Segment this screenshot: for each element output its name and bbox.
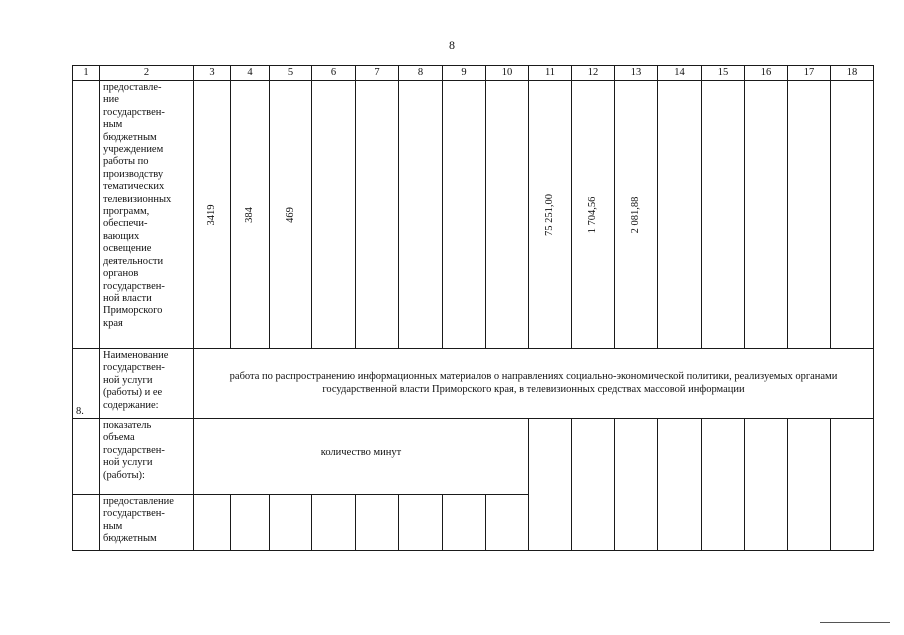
service-row-8 bbox=[73, 349, 874, 419]
value-col13: 2 081,88 bbox=[629, 196, 641, 233]
empty-cell bbox=[399, 81, 443, 349]
row-number-cell bbox=[73, 81, 100, 349]
row-number: 8. bbox=[73, 349, 100, 419]
signature-line bbox=[820, 622, 890, 623]
report-table bbox=[72, 65, 874, 551]
empty-cell bbox=[658, 81, 702, 349]
header-cell: 3 bbox=[194, 66, 231, 81]
empty-cell bbox=[745, 81, 788, 349]
service-name-label-text: Наименование государствен- ной услуги (работы) и ее содержание: bbox=[103, 350, 169, 411]
empty-cell bbox=[486, 81, 529, 349]
empty-cell bbox=[312, 81, 356, 349]
header-cell: 13 bbox=[615, 66, 658, 81]
indicator-label-text: показатель объема государствен- ной услуги (работы): bbox=[103, 420, 165, 481]
empty-cell bbox=[270, 495, 312, 551]
header-cell: 5 bbox=[270, 66, 312, 81]
indicator-row bbox=[73, 419, 874, 495]
value-col4: 384 bbox=[243, 206, 255, 223]
header-cell: 2 bbox=[100, 66, 194, 81]
last-row-label bbox=[100, 495, 194, 551]
header-cell: 7 bbox=[356, 66, 399, 81]
value-col12: 1 704,56 bbox=[586, 196, 598, 233]
empty-cell bbox=[831, 81, 874, 349]
service-name-label bbox=[100, 349, 194, 419]
header-cell: 9 bbox=[443, 66, 486, 81]
service-content: работа по распространению информационных материалов о направлениях социально-экономической политики, реализуемых органами государственной власти Приморского края, в телевизионных средствах массовой информации bbox=[194, 349, 874, 419]
value-col11: 75 251,00 bbox=[543, 193, 555, 236]
value-cell-12 bbox=[572, 81, 615, 349]
header-cell: 14 bbox=[658, 66, 702, 81]
indicator-value: количество минут bbox=[194, 419, 529, 495]
header-cell: 10 bbox=[486, 66, 529, 81]
empty-cell bbox=[486, 495, 529, 551]
work-description-text: предоставле- ние государствен- ным бюджетным учреждением работы по производству тематических телевизионных программ, обеспечи- вающих освещение деятельности органов государствен- ной власти Приморского края bbox=[103, 82, 172, 329]
last-row-label-text: предоставление государствен- ным бюджетным bbox=[103, 496, 174, 545]
empty-cell bbox=[194, 495, 231, 551]
header-cell: 16 bbox=[745, 66, 788, 81]
indicator-label bbox=[100, 419, 194, 495]
header-cell: 6 bbox=[312, 66, 356, 81]
empty-cell bbox=[788, 419, 831, 551]
work-row bbox=[73, 81, 874, 349]
value-cell-3 bbox=[194, 81, 231, 349]
empty-cell bbox=[529, 419, 572, 551]
value-col5: 469 bbox=[284, 206, 296, 223]
empty-cell bbox=[702, 81, 745, 349]
empty-cell bbox=[788, 81, 831, 349]
empty-cell bbox=[615, 419, 658, 551]
header-cell: 1 bbox=[73, 66, 100, 81]
empty-cell bbox=[399, 495, 443, 551]
empty-cell bbox=[356, 81, 399, 349]
empty-cell bbox=[702, 419, 745, 551]
header-cell: 4 bbox=[231, 66, 270, 81]
value-cell-4 bbox=[231, 81, 270, 349]
row-number-cell bbox=[73, 419, 100, 495]
header-row bbox=[73, 66, 874, 81]
empty-cell bbox=[831, 419, 874, 551]
header-cell: 11 bbox=[529, 66, 572, 81]
empty-cell bbox=[312, 495, 356, 551]
header-cell: 12 bbox=[572, 66, 615, 81]
empty-cell bbox=[572, 419, 615, 551]
header-cell: 8 bbox=[399, 66, 443, 81]
empty-cell bbox=[658, 419, 702, 551]
empty-cell bbox=[356, 495, 399, 551]
empty-cell bbox=[443, 81, 486, 349]
empty-cell bbox=[231, 495, 270, 551]
empty-cell bbox=[443, 495, 486, 551]
header-cell: 17 bbox=[788, 66, 831, 81]
work-description bbox=[100, 81, 194, 349]
value-cell-11 bbox=[529, 81, 572, 349]
value-cell-13 bbox=[615, 81, 658, 349]
value-cell-5 bbox=[270, 81, 312, 349]
empty-cell bbox=[745, 419, 788, 551]
header-cell: 18 bbox=[831, 66, 874, 81]
header-cell: 15 bbox=[702, 66, 745, 81]
page-number: 8 bbox=[449, 38, 455, 52]
value-col3: 3419 bbox=[205, 204, 217, 225]
row-number-cell bbox=[73, 495, 100, 551]
